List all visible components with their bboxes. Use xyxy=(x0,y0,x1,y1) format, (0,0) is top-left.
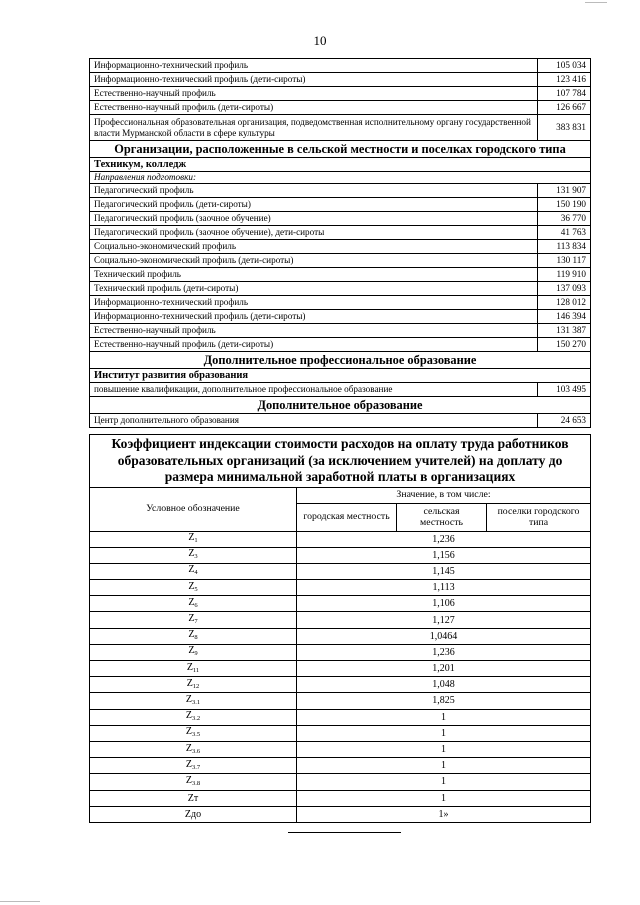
symbol-subscript: 3.6 xyxy=(191,747,201,755)
subheading-row xyxy=(90,369,591,383)
symbol-letter: Z xyxy=(188,564,195,576)
symbol-subscript: 3.8 xyxy=(191,779,201,787)
row-value: 137 093 xyxy=(538,282,591,296)
row-label: Естественно-научный профиль xyxy=(90,87,538,101)
row-value: 107 784 xyxy=(538,87,591,101)
symbol-subscript: 3 xyxy=(194,553,198,561)
coefficient-symbol xyxy=(90,596,297,612)
row-value: 131 387 xyxy=(538,324,591,338)
directions-label: Направления подготовки: xyxy=(90,172,591,184)
symbol-letter: Z xyxy=(188,596,195,608)
coefficient-row xyxy=(90,563,591,579)
coefficient-row xyxy=(90,709,591,725)
row-label: Информационно-технический профиль xyxy=(90,296,538,310)
symbol-subscript: 4 xyxy=(194,569,198,577)
row-value: 24 653 xyxy=(538,414,591,428)
coefficient-value: 1,127 xyxy=(297,612,591,628)
coefficient-symbol xyxy=(90,709,297,725)
symbol-letter: Z xyxy=(185,693,192,705)
table-row xyxy=(90,73,591,87)
row-value: 131 907 xyxy=(538,184,591,198)
table-row xyxy=(90,296,591,310)
table-row xyxy=(90,198,591,212)
table-row xyxy=(90,184,591,198)
header-city: городская местность xyxy=(297,503,397,531)
row-label: Педагогический профиль xyxy=(90,184,538,198)
coefficient-symbol xyxy=(90,677,297,693)
symbol-letter: Z xyxy=(186,661,193,673)
row-label: Педагогический профиль (заочное обучение) xyxy=(90,212,538,226)
row-label: Информационно-технический профиль (дети-сироты) xyxy=(90,73,538,87)
coefficient-symbol xyxy=(90,806,297,822)
header-settlement: поселки городского типа xyxy=(487,503,591,531)
coefficient-symbol xyxy=(90,790,297,806)
coefficient-value: 1,113 xyxy=(297,580,591,596)
cost-table xyxy=(89,58,591,428)
coefficient-row xyxy=(90,806,591,822)
coefficient-value: 1,236 xyxy=(297,531,591,547)
coefficient-row xyxy=(90,644,591,660)
scan-speck xyxy=(0,901,40,902)
row-label: Социально-экономический профиль xyxy=(90,240,538,254)
row-value: 36 770 xyxy=(538,212,591,226)
row-label: Информационно-технический профиль (дети-сироты) xyxy=(90,310,538,324)
coefficient-value: 1,048 xyxy=(297,677,591,693)
coefficient-value: 1,825 xyxy=(297,693,591,709)
row-label: Социально-экономический профиль (дети-сироты) xyxy=(90,254,538,268)
coefficient-value: 1,0464 xyxy=(297,628,591,644)
coefficient-symbol xyxy=(90,580,297,596)
symbol-letter: Z xyxy=(188,532,195,544)
table-row xyxy=(90,101,591,115)
coefficient-row xyxy=(90,725,591,741)
table-row xyxy=(90,115,591,141)
coefficient-row xyxy=(90,596,591,612)
section-title-do: Дополнительное образование xyxy=(90,397,591,414)
subheading-institute: Институт развития образования xyxy=(90,369,591,383)
symbol-subscript: 12 xyxy=(192,682,200,690)
coefficient-row xyxy=(90,677,591,693)
symbol-letter: Zдо xyxy=(184,808,202,820)
row-label: Центр дополнительного образования xyxy=(90,414,538,428)
coefficient-symbol xyxy=(90,628,297,644)
symbol-letter: Zт xyxy=(187,792,199,804)
page-number: 10 xyxy=(313,33,327,48)
coefficient-table-title: Коэффициент индексации стоимости расходов на оплату труда работников образовательных организаций (за исключением учителей) на доплату до размера минимальной заработной платы в организациях xyxy=(90,435,591,488)
coefficient-table xyxy=(89,434,591,823)
coefficient-symbol xyxy=(90,693,297,709)
header-symbol: Условное обозначение xyxy=(90,487,297,531)
table-row xyxy=(90,383,591,397)
symbol-letter: Z xyxy=(188,629,195,641)
row-value: 113 834 xyxy=(538,240,591,254)
coefficient-symbol xyxy=(90,725,297,741)
section-row xyxy=(90,397,591,414)
symbol-subscript: 8 xyxy=(194,634,198,642)
symbol-subscript: 7 xyxy=(194,618,198,626)
symbol-letter: Z xyxy=(185,742,192,754)
coefficient-value: 1,156 xyxy=(297,547,591,563)
coefficient-symbol xyxy=(90,644,297,660)
coefficient-row xyxy=(90,628,591,644)
table-row xyxy=(90,212,591,226)
row-label: Информационно-технический профиль xyxy=(90,59,538,73)
symbol-subscript: 3.2 xyxy=(191,715,201,723)
coefficient-value: 1,145 xyxy=(297,563,591,579)
row-label: Педагогический профиль (заочное обучение), дети-сироты xyxy=(90,226,538,240)
row-value: 150 190 xyxy=(538,198,591,212)
row-value: 128 012 xyxy=(538,296,591,310)
coefficient-value: 1,201 xyxy=(297,661,591,677)
coefficient-row xyxy=(90,612,591,628)
symbol-letter: Z xyxy=(185,758,192,770)
table-row xyxy=(90,254,591,268)
row-value: 126 667 xyxy=(538,101,591,115)
row-label: Естественно-научный профиль (дети-сироты) xyxy=(90,338,538,352)
row-value: 119 910 xyxy=(538,268,591,282)
table-row xyxy=(90,268,591,282)
section-row xyxy=(90,352,591,369)
coefficient-symbol xyxy=(90,612,297,628)
coefficient-row xyxy=(90,693,591,709)
table-row xyxy=(90,87,591,101)
header-rural: сельская местность xyxy=(397,503,487,531)
row-value: 103 495 xyxy=(538,383,591,397)
coefficient-row xyxy=(90,531,591,547)
table-row xyxy=(90,240,591,254)
subheading-technikum: Техникум, колледж xyxy=(90,158,591,172)
symbol-letter: Z xyxy=(188,580,195,592)
table-row xyxy=(90,282,591,296)
symbol-subscript: 5 xyxy=(194,585,198,593)
coefficient-row xyxy=(90,547,591,563)
coefficient-row xyxy=(90,580,591,596)
symbol-subscript: 11 xyxy=(192,666,200,674)
symbol-letter: Z xyxy=(188,613,195,625)
table-row xyxy=(90,59,591,73)
symbol-letter: Z xyxy=(185,710,192,722)
symbol-subscript: 6 xyxy=(194,601,198,609)
coefficient-row xyxy=(90,661,591,677)
coefficient-rows xyxy=(90,531,591,822)
table-row xyxy=(90,324,591,338)
row-label: Естественно-научный профиль xyxy=(90,324,538,338)
subheading-row xyxy=(90,158,591,172)
row-label: повышение квалификации, дополнительное профессиональное образование xyxy=(90,383,538,397)
row-value: 150 270 xyxy=(538,338,591,352)
coefficient-symbol xyxy=(90,563,297,579)
row-value: 41 763 xyxy=(538,226,591,240)
row-value: 130 117 xyxy=(538,254,591,268)
symbol-subscript: 1 xyxy=(194,537,198,545)
coefficient-row xyxy=(90,790,591,806)
header-value: Значение, в том числе: xyxy=(297,487,591,503)
coefficient-value: 1 xyxy=(297,725,591,741)
symbol-letter: Z xyxy=(185,726,192,738)
symbol-letter: Z xyxy=(186,677,193,689)
symbol-letter: Z xyxy=(188,548,195,560)
coefficient-row xyxy=(90,758,591,774)
coefficient-value: 1 xyxy=(297,790,591,806)
table-row xyxy=(90,226,591,240)
row-value: 383 831 xyxy=(538,115,591,141)
table-row xyxy=(90,414,591,428)
symbol-letter: Z xyxy=(185,774,192,786)
coefficient-row xyxy=(90,774,591,790)
coefficient-value: 1» xyxy=(297,806,591,822)
coefficient-value: 1,236 xyxy=(297,644,591,660)
row-label: Технический профиль (дети-сироты) xyxy=(90,282,538,296)
section-title-dpo: Дополнительное профессиональное образование xyxy=(90,352,591,369)
symbol-subscript: 3.1 xyxy=(191,698,201,706)
coefficient-value: 1 xyxy=(297,741,591,757)
row-label: Профессиональная образовательная организация, подведомственная исполнительному органу государственной власти Мурманской области в сфере культуры xyxy=(90,115,538,141)
header-row xyxy=(90,487,591,503)
coefficient-value: 1 xyxy=(297,709,591,725)
symbol-letter: Z xyxy=(188,645,195,657)
coefficient-value: 1 xyxy=(297,758,591,774)
symbol-subscript: 9 xyxy=(194,650,198,658)
table-row xyxy=(90,310,591,324)
scan-speck xyxy=(585,2,607,3)
table-row xyxy=(90,338,591,352)
row-value: 123 416 xyxy=(538,73,591,87)
title-row xyxy=(90,435,591,488)
section-title-rural: Организации, расположенные в сельской местности и поселках городского типа xyxy=(90,141,591,158)
coefficient-symbol xyxy=(90,774,297,790)
end-divider xyxy=(288,832,401,833)
directions-row xyxy=(90,172,591,184)
section-row xyxy=(90,141,591,158)
coefficient-symbol xyxy=(90,741,297,757)
symbol-subscript: 3.5 xyxy=(191,731,201,739)
coefficient-symbol xyxy=(90,758,297,774)
coefficient-value: 1 xyxy=(297,774,591,790)
row-value: 146 394 xyxy=(538,310,591,324)
coefficient-symbol xyxy=(90,547,297,563)
symbol-subscript: 3.7 xyxy=(191,763,201,771)
row-value: 105 034 xyxy=(538,59,591,73)
coefficient-symbol xyxy=(90,531,297,547)
coefficient-row xyxy=(90,741,591,757)
row-label: Педагогический профиль (дети-сироты) xyxy=(90,198,538,212)
coefficient-symbol xyxy=(90,661,297,677)
row-label: Технический профиль xyxy=(90,268,538,282)
coefficient-value: 1,106 xyxy=(297,596,591,612)
row-label: Естественно-научный профиль (дети-сироты) xyxy=(90,101,538,115)
